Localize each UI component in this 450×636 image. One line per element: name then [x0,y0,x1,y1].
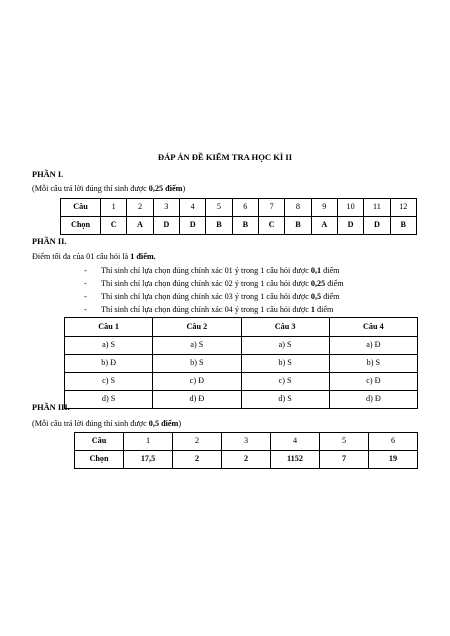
part2-answer-cell: a) S [241,337,329,355]
part1-answer-cell: D [153,217,179,235]
part2-answer-cell: d) Đ [329,391,417,409]
part3-question-cell: 2 [173,433,222,451]
part2-answer-cell: d) S [241,391,329,409]
part3-question-cell: 6 [369,433,418,451]
part1-question-cell: 9 [311,199,337,217]
part1-answer-cell: B [390,217,416,235]
part3-answer-table [74,432,418,469]
part3-row-label-answer: Chọn [75,451,124,469]
bullet-unit: điểm [325,279,344,288]
part2-answer-cell: b) S [241,355,329,373]
part2-answer-table [64,317,418,409]
part1-heading: PHẦN I. [32,170,64,179]
part2-header-row [65,318,418,337]
bullet-points: 1 [310,305,315,314]
part1-answer-cell: B [206,217,232,235]
part2-answer-cell: c) S [65,373,153,391]
part3-answer-cell: 2 [222,451,271,469]
part2-answer-row [65,337,418,355]
bullet-points: 0,25 [310,279,326,288]
part1-question-cell: 7 [258,199,284,217]
part3-question-cell: 3 [222,433,271,451]
part1-question-cell: 2 [127,199,153,217]
bullet-dash: - [84,292,87,301]
part3-answer-cell: 17,5 [124,451,173,469]
part1-question-cell: 6 [232,199,258,217]
part1-answer-cell: C [101,217,127,235]
part2-column-header: Câu 4 [329,318,417,337]
part2-note-prefix: Điểm tối đa của 01 câu hỏi là [32,252,131,261]
part2-column-header: Câu 2 [153,318,241,337]
part2-answer-row [65,355,418,373]
part3-row-label-question: Câu [75,433,124,451]
part3-answer-cell: 2 [173,451,222,469]
part1-answer-row [61,217,417,235]
part1-answer-table [60,198,417,235]
part2-bullet [84,280,414,292]
part1-answer-cell: B [232,217,258,235]
part3-answer-cell: 7 [320,451,369,469]
part2-answer-cell: d) Đ [153,391,241,409]
part2-answer-cell: c) S [241,373,329,391]
part2-answer-cell: b) S [153,355,241,373]
part1-question-cell: 8 [285,199,311,217]
part2-answer-cell: c) Đ [329,373,417,391]
part3-question-cell: 4 [271,433,320,451]
part2-column-header: Câu 1 [65,318,153,337]
part3-note [32,420,181,428]
part1-answer-cell: D [179,217,205,235]
bullet-text [101,306,333,314]
bullet-points: 0,1 [310,266,322,275]
part1-question-cell: 3 [153,199,179,217]
bullet-text [101,293,340,301]
part1-row-label-answer: Chọn [61,217,101,235]
part2-column-header: Câu 3 [241,318,329,337]
part1-row-label-question: Câu [61,199,101,217]
part1-question-cell: 10 [337,199,363,217]
part3-answer-cell: 1152 [271,451,320,469]
part1-answer-cell: A [311,217,337,235]
part1-note-points: 0,25 điểm [148,184,183,193]
part2-answer-cell: a) S [65,337,153,355]
part3-question-cell: 5 [320,433,369,451]
part1-question-cell: 12 [390,199,416,217]
part1-note-prefix: (Mỗi câu trả lời đúng thí sinh được [32,184,149,193]
bullet-text-main: Thí sinh chỉ lựa chọn đúng chính xác 03 ý trong 1 câu hỏi được [101,292,311,301]
part2-answer-row [65,391,418,409]
bullet-unit: điểm [321,266,340,275]
bullet-dash: - [84,305,87,314]
part3-note-prefix: (Mỗi câu trả lời đúng thí sinh được [32,419,149,428]
document-title: ĐÁP ÁN ĐỀ KIỂM TRA HỌC KÌ II [157,152,293,162]
part3-answer-cell: 19 [369,451,418,469]
part2-note-points: 1 điểm. [130,252,156,261]
part1-note [32,185,185,193]
part2-heading: PHẦN II. [32,237,67,246]
part2-answer-row [65,373,418,391]
part2-note [32,253,156,261]
part1-answer-cell: A [127,217,153,235]
bullet-text-main: Thí sinh chỉ lựa chọn đúng chính xác 04 ý trong 1 câu hỏi được [101,305,311,314]
bullet-dash: - [84,266,87,275]
bullet-unit: điểm [314,305,334,314]
bullet-text [101,280,344,288]
part3-heading: PHẦN III. [32,403,70,412]
part1-question-row [61,199,417,217]
part1-question-cell: 11 [364,199,390,217]
bullet-text [101,267,340,275]
part1-question-cell: 4 [179,199,205,217]
part1-answer-cell: D [364,217,390,235]
bullet-dash: - [84,279,87,288]
part3-answer-row [75,451,418,469]
part3-question-row [75,433,418,451]
part1-question-cell: 5 [206,199,232,217]
bullet-unit: điểm [321,292,340,301]
part1-answer-cell: B [285,217,311,235]
part2-bullet [84,267,414,279]
bullet-points: 0,5 [310,292,322,301]
bullet-text-main: Thí sinh chỉ lựa chọn đúng chính xác 02 ý trong 1 câu hỏi được [101,279,311,288]
part1-note-suffix: ) [182,184,186,193]
part2-bullet [84,293,414,305]
part2-answer-cell: b) S [329,355,417,373]
bullet-text-main: Thí sinh chỉ lựa chọn đúng chính xác 01 ý trong 1 câu hỏi được [101,266,311,275]
part1-question-cell: 1 [101,199,127,217]
part2-answer-cell: a) S [153,337,241,355]
part3-question-cell: 1 [124,433,173,451]
part3-note-points: 0,5 điểm [148,419,179,428]
part2-answer-cell: b) Đ [65,355,153,373]
part1-answer-cell: C [258,217,284,235]
part2-answer-cell: c) Đ [153,373,241,391]
part3-note-suffix: ) [178,419,182,428]
part2-answer-cell: a) Đ [329,337,417,355]
part1-answer-cell: D [337,217,363,235]
part2-answer-cell: d) S [65,391,153,409]
